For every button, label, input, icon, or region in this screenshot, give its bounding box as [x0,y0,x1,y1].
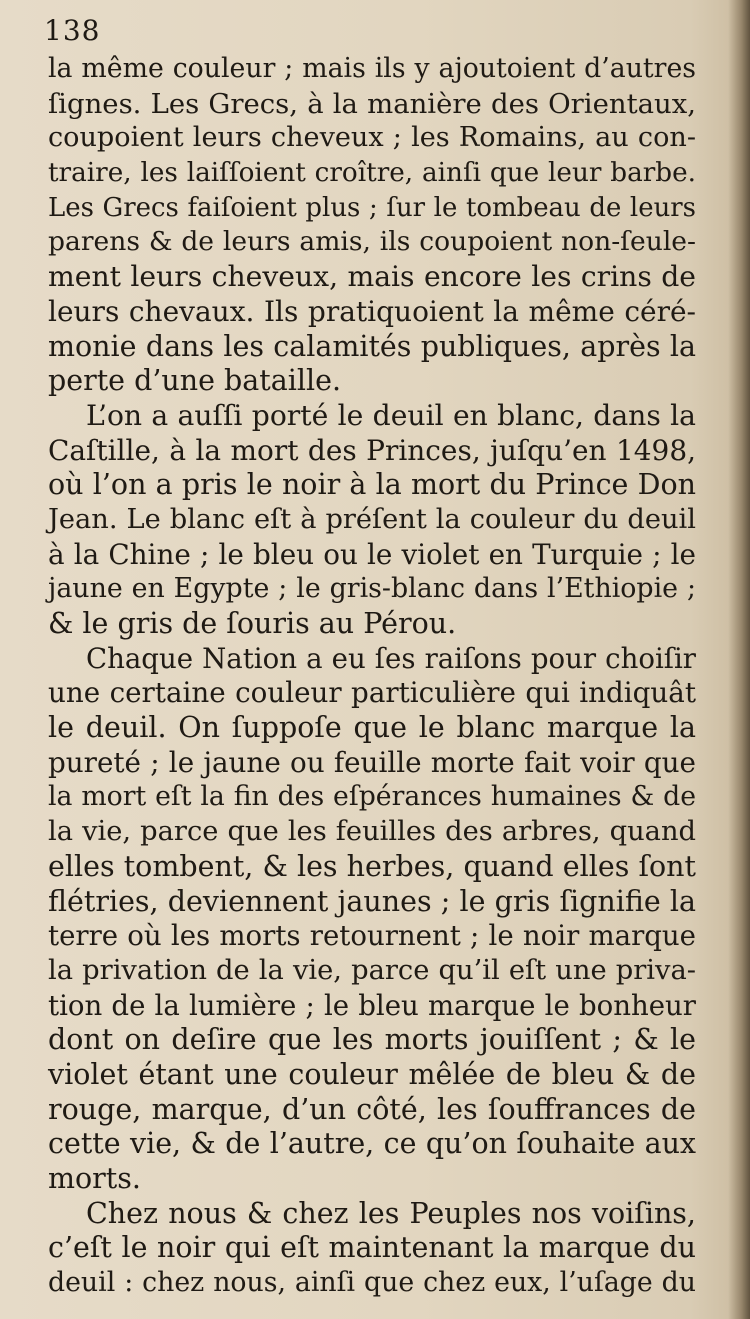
text-line: violet étant une couleur mêlée de bleu & de [48,1057,696,1091]
text-line: traire, les laiſſoient croître, ainſi que leur barbe. [48,158,696,189]
text-line: rouge, marque, d’un côté, les ſouffrances de [48,1092,696,1126]
text-line: Jean. Le blanc eſt à préſent la couleur du deuil [48,503,696,535]
page-edge-shadow [728,0,750,1319]
text-line: parens & de leurs amis, ils coupoient non-ſeule- [48,226,696,258]
text-line: où l’on a pris le noir à la mort du Prince Don [48,468,696,502]
paragraph-start-line: L’on a auſſi porté le deuil en blanc, dans la [86,398,696,432]
text-line: ſignes. Les Grecs, à la manière des Orientaux, [48,87,696,120]
text-line: c’eſt le noir qui eſt maintenant la marque du [48,1231,696,1265]
text-line: terre où les morts retournent ; le noir marque [48,919,696,953]
text-line: une certaine couleur particulière qui indiquât [48,676,696,710]
text-line: la mort eſt la fin des eſpérances humaines & de [48,781,696,813]
text-line: cette vie, & de l’autre, ce qu’on ſouhaite aux [48,1127,696,1161]
text-line: & le gris de ſouris au Pérou. [48,607,457,640]
text-line: dont on deſire que les morts jouiſſent ; & le [48,1023,696,1057]
text-line: à la Chine ; le bleu ou le violet en Turquie ; le [48,537,696,571]
paragraph-start-line: Chez nous & chez les Peuples nos voiſins, [86,1196,696,1230]
text-line: elles tombent, & les herbes, quand elles ſont [48,849,696,883]
text-line: ment leurs cheveux, mais encore les crins de [48,260,696,294]
text-line: le deuil. On ſuppoſe que le blanc marque la [48,711,696,745]
text-line: leurs chevaux. Ils pratiquoient la même céré- [48,294,696,328]
text-line: monie dans les calamités publiques, après la [48,329,696,363]
page-number: 138 [44,14,101,47]
text-line: flétries, deviennent jaunes ; le gris ſignifie la [48,884,696,918]
page-text [48,52,696,1301]
text-line: coupoient leurs cheveux ; les Romains, au con- [48,122,696,154]
text-line: Caſtille, à la mort des Princes, juſqu’en 1498, [48,433,696,467]
text-line: pureté ; le jaune ou feuille morte fait voir que [48,745,696,779]
text-line: Les Grecs faiſoient plus ; ſur le tombeau de leurs [48,192,696,223]
text-line: morts. [48,1162,141,1195]
text-line: tion de la lumière ; le bleu marque le bonheur [48,988,696,1022]
text-line: deuil : chez nous, ainſi que chez eux, l’uſage du [48,1267,696,1299]
paragraph-start-line: Chaque Nation a eu ſes raiſons pour choiſir [86,641,696,675]
text-line: jaune en Egypte ; le gris-blanc dans l’Ethiopie ; [48,573,696,605]
text-line: la privation de la vie, parce qu’il eſt une priva- [48,954,696,986]
text-line: la vie, parce que les feuilles des arbres, quand [48,816,696,848]
text-line: perte d’une bataille. [48,364,342,398]
text-line: la même couleur ; mais ils y ajoutoient d’autres [48,53,696,84]
